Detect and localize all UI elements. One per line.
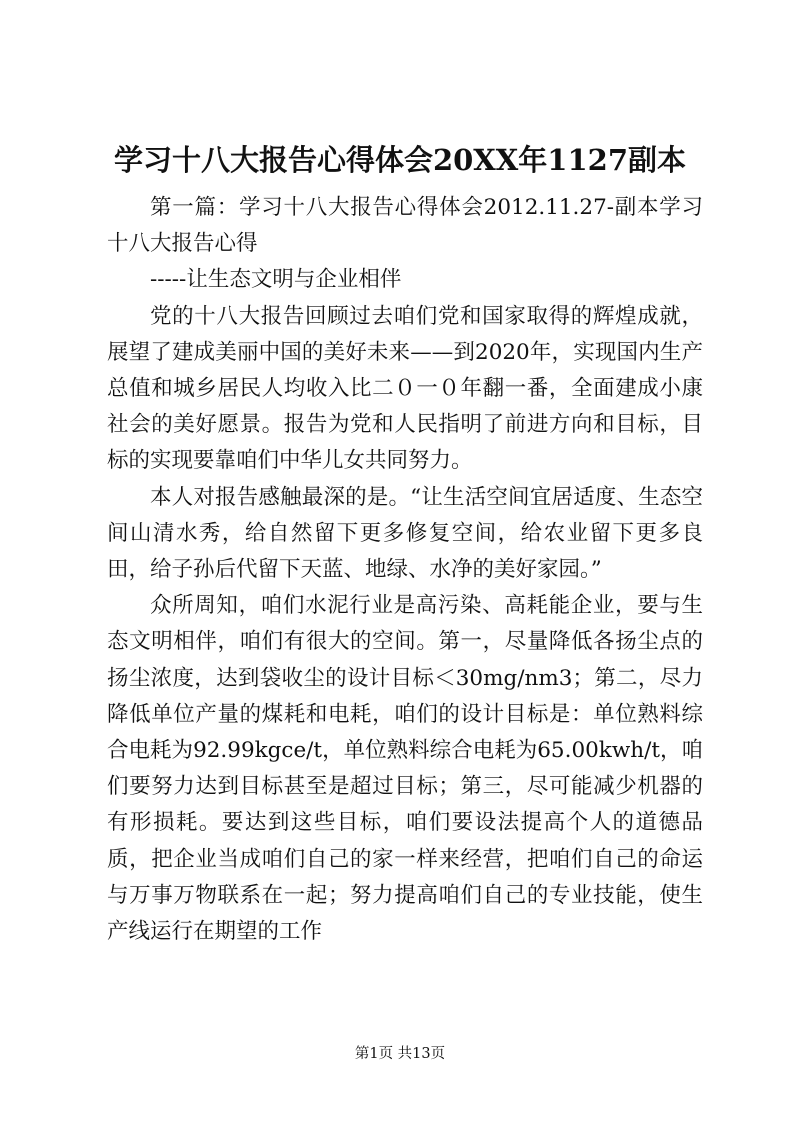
paragraph-report-review: 党的十八大报告回顾过去咱们党和国家取得的辉煌成就，展望了建成美丽中国的美好未来——到2020年，实现国内生产总值和城乡居民人均收入比二０一０年翻一番，全面建成小康社会的美好愿景。报告为党和人民指明了前进方向和目标，目标的实现要靠咱们中华儿女共同努力。 xyxy=(107,303,703,474)
paragraph-cement-industry: 众所周知，咱们水泥行业是高污染、高耗能企业，要与生态文明相伴，咱们有很大的空间。第一，尽量降低各扬尘点的扬尘浓度，达到袋收尘的设计目标＜30mg/nm3；第二，尽力降低单位产量的煤耗和电耗，咱们的设计目标是：单位熟料综合电耗为92.99kgce/t，单位熟料综合电耗为65.00kwh/t，咱们要努力达到目标甚至是超过目标；第三，尽可能减少机器的有形损耗。要达到这些目标，咱们要设法提高个人的道德品质，把企业当成咱们自己的家一样来经营，把咱们自己的命运与万事万物联系在一起；努力提高咱们自己的专业技能，使生产线运行在期望的工作 xyxy=(107,593,703,945)
paragraph-subtitle: -----让生态文明与企业相伴 xyxy=(150,267,402,293)
paragraph-quote: 本人对报告感触最深的是。“让生活空间宜居适度、生态空间山清水秀，给自然留下更多修复空间，给农业留下更多良田，给子孙后代留下天蓝、地绿、水净的美好家园。” xyxy=(107,484,703,583)
page-footer: 第1页 共13页 xyxy=(354,1046,446,1062)
paragraph-intro: 第一篇：学习十八大报告心得体会2012.11.27-副本学习十八大报告心得 xyxy=(107,195,703,257)
document-title: 学习十八大报告心得体会20XX年1127副本 xyxy=(113,143,687,177)
document-body xyxy=(107,190,703,950)
